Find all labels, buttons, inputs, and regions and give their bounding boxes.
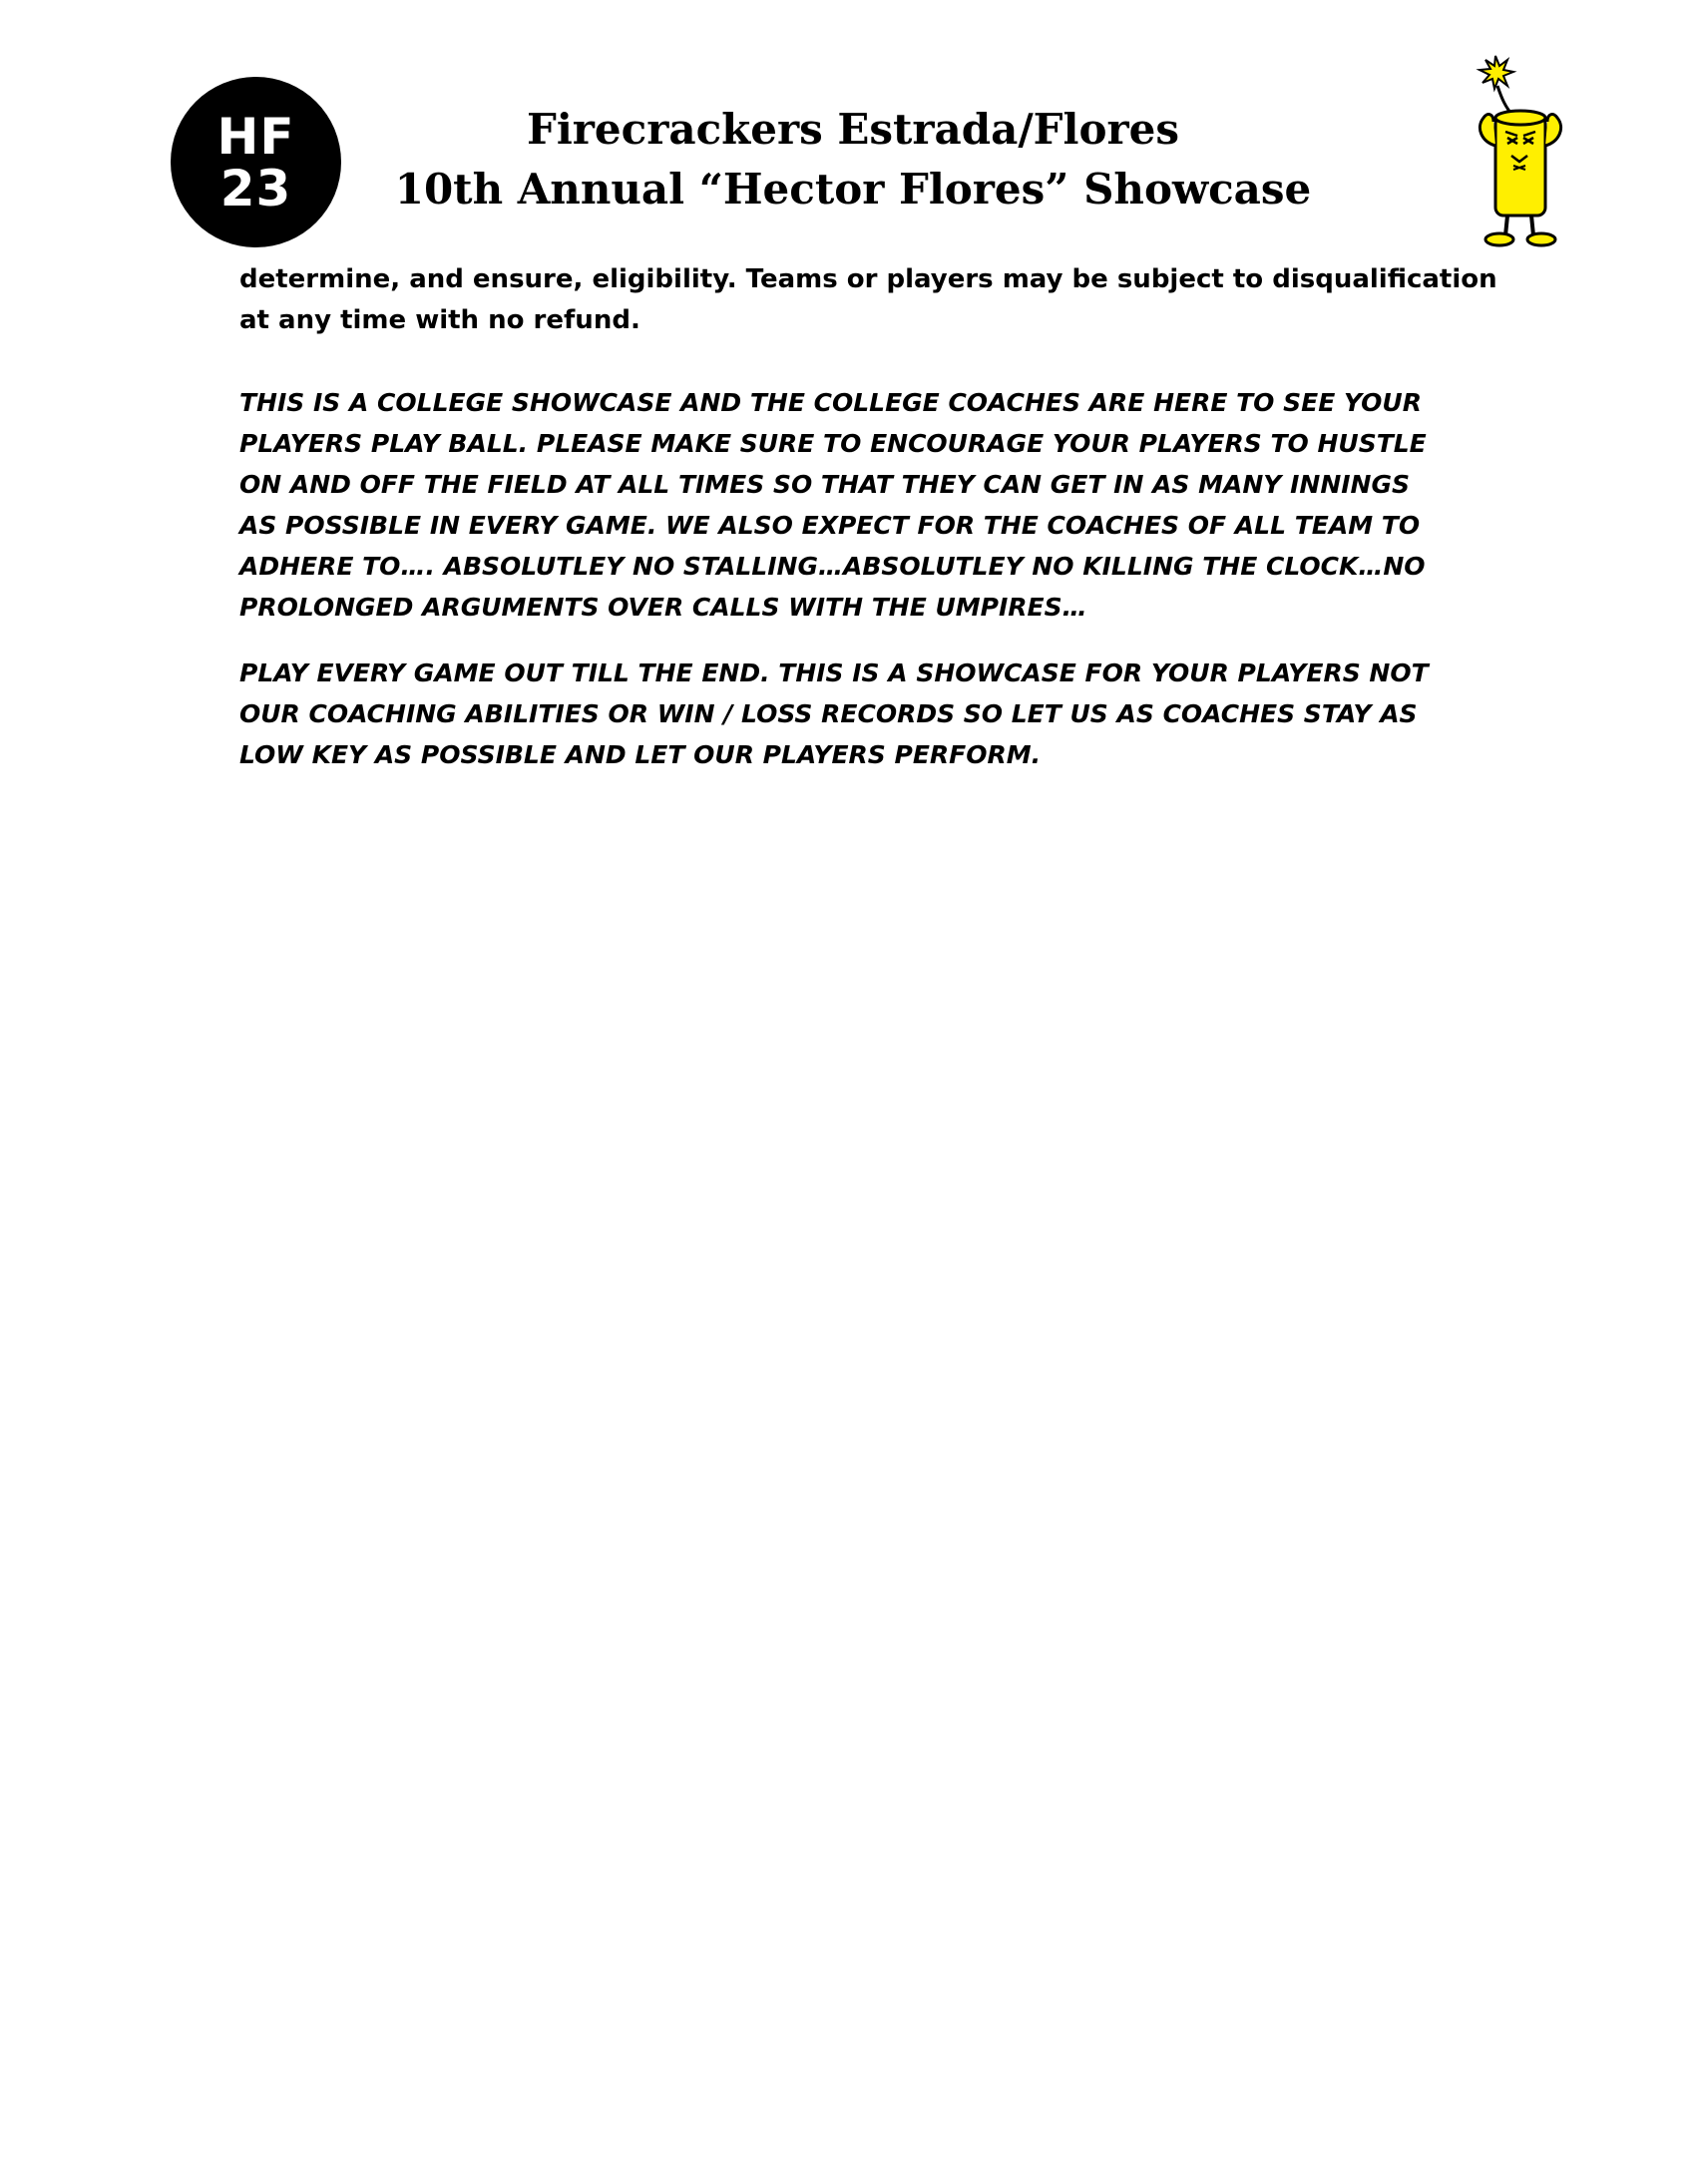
notice-line: ADHERE TO…. ABSOLUTLEY NO STALLING…ABSOLUTLEY NO KILLING THE CLOCK…NO <box>239 552 1426 581</box>
notice-line: PLAYERS PLAY BALL. PLEASE MAKE SURE TO ENCOURAGE YOUR PLAYERS TO HUSTLE <box>239 429 1427 458</box>
notice-line: ON AND OFF THE FIELD AT ALL TIMES SO THAT THEY CAN GET IN AS MANY INNINGS <box>239 470 1410 499</box>
intro-line: determine, and ensure, eligibility. Teams or players may be subject to disqualification <box>239 264 1497 294</box>
firecracker-body <box>1495 111 1545 216</box>
document-subtitle: 10th Annual “Hector Flores” Showcase <box>394 165 1312 214</box>
notice-line: THIS IS A COLLEGE SHOWCASE AND THE COLLEGE COACHES ARE HERE TO SEE YOUR <box>239 388 1422 417</box>
intro-paragraph <box>239 259 1497 341</box>
closing-line: PLAY EVERY GAME OUT TILL THE END. THIS IS A SHOWCASE FOR YOUR PLAYERS NOT <box>239 658 1429 687</box>
closing-paragraph <box>239 653 1467 775</box>
intro-line: at any time with no refund. <box>239 305 640 335</box>
notice-paragraph <box>239 382 1467 628</box>
logo-line-2: 23 <box>219 159 292 218</box>
document-body <box>239 259 1497 775</box>
spark-icon <box>1480 56 1513 89</box>
document-title: Firecrackers Estrada/Flores <box>527 105 1179 154</box>
firecracker-mascot-icon <box>1462 50 1581 249</box>
closing-line: OUR COACHING ABILITIES OR WIN / LOSS RECORDS SO LET US AS COACHES STAY AS <box>239 699 1418 728</box>
notice-line: AS POSSIBLE IN EVERY GAME. WE ALSO EXPECT FOR THE COACHES OF ALL TEAM TO <box>239 511 1421 540</box>
document-header <box>359 100 1347 219</box>
hf23-logo <box>171 77 341 247</box>
notice-line: PROLONGED ARGUMENTS OVER CALLS WITH THE UMPIRES… <box>239 593 1087 622</box>
logo-line-1: HF <box>216 107 295 166</box>
closing-line: LOW KEY AS POSSIBLE AND LET OUR PLAYERS PERFORM. <box>239 740 1042 769</box>
